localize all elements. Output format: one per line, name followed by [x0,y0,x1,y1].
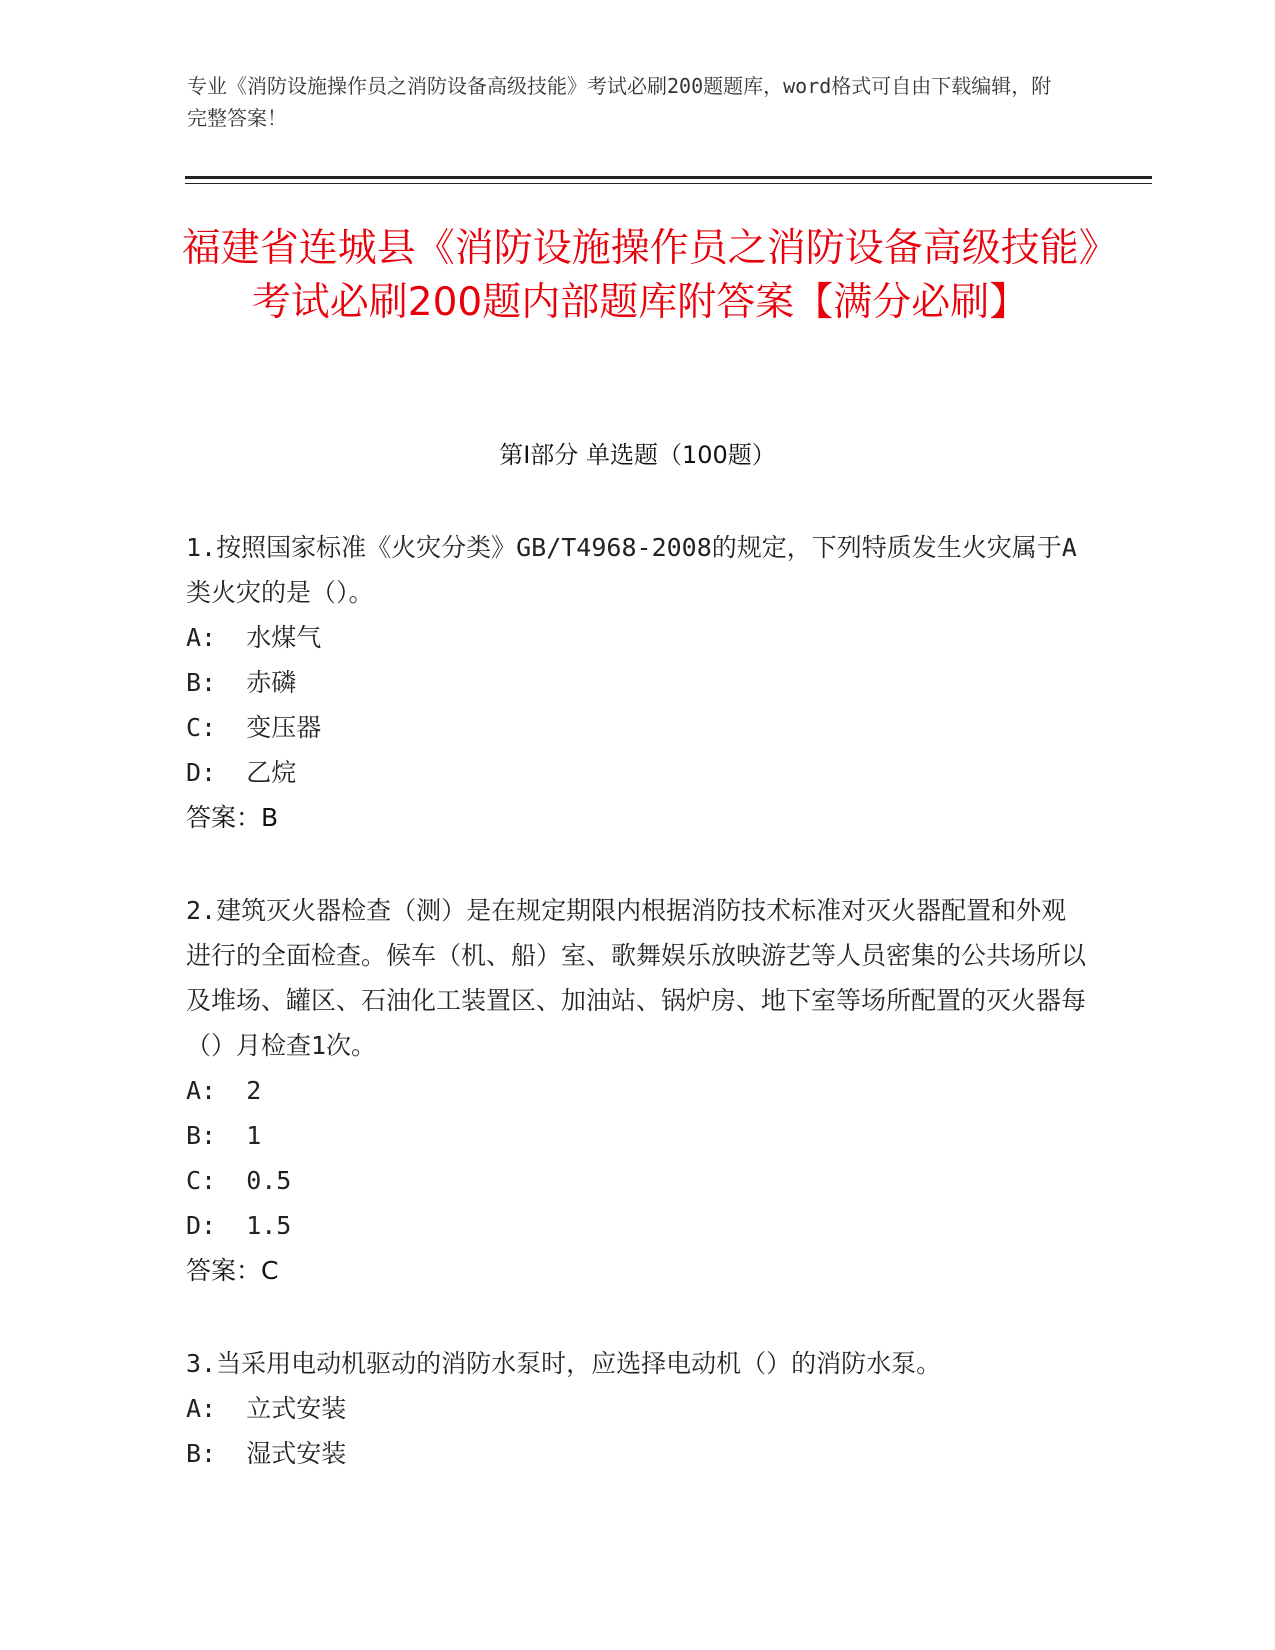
option-d: D: 乙烷 [186,758,297,787]
question-text: 3.当采用电动机驱动的消防水泵时，应选择电动机（）的消防水泵。 [186,1349,942,1378]
section-heading: 第I部分 单选题（100题） [499,441,776,469]
header-note: 专业《消防设施操作员之消防设备高级技能》考试必刷200题题库，word格式可自由下载编辑，附完整答案！ [187,74,1052,130]
question-3 [186,1341,1086,1476]
question-text: 2.建筑灭火器检查（测）是在规定期限内根据消防技术标准对灭火器配置和外观进行的全面检查。候车（机、船）室、歌舞娱乐放映游艺等人员密集的公共场所以及堆场、罐区、石油化工装置区、加油站、锅炉房、地下室等场所配置的灭火器每（）月检查1次。 [186,896,1087,1060]
document-title: 福建省连城县《消防设施操作员之消防设备高级技能》考试必刷200题内部题库附答案【满分必刷】 [181,226,1099,325]
question-text: 1.按照国家标准《火灾分类》GB/T4968-2008的规定，下列特质发生火灾属于A类火灾的是（）。 [186,533,1077,607]
option-a: A: 立式安装 [186,1394,347,1423]
option-c: C: 0.5 [186,1166,292,1195]
header-rule-thick [185,176,1152,179]
question-1 [186,525,1086,840]
option-a: A: 2 [186,1076,262,1105]
option-b: B: 1 [186,1121,262,1150]
option-d: D: 1.5 [186,1211,292,1240]
option-b: B: 湿式安装 [186,1439,347,1468]
question-list [186,525,1086,1524]
option-c: C: 变压器 [186,713,322,742]
answer: 答案：B [186,803,279,832]
option-a: A: 水煤气 [186,623,322,652]
option-b: B: 赤磷 [186,668,297,697]
answer: 答案：C [186,1256,279,1285]
question-2 [186,888,1086,1293]
header-rule-thin [185,183,1152,184]
